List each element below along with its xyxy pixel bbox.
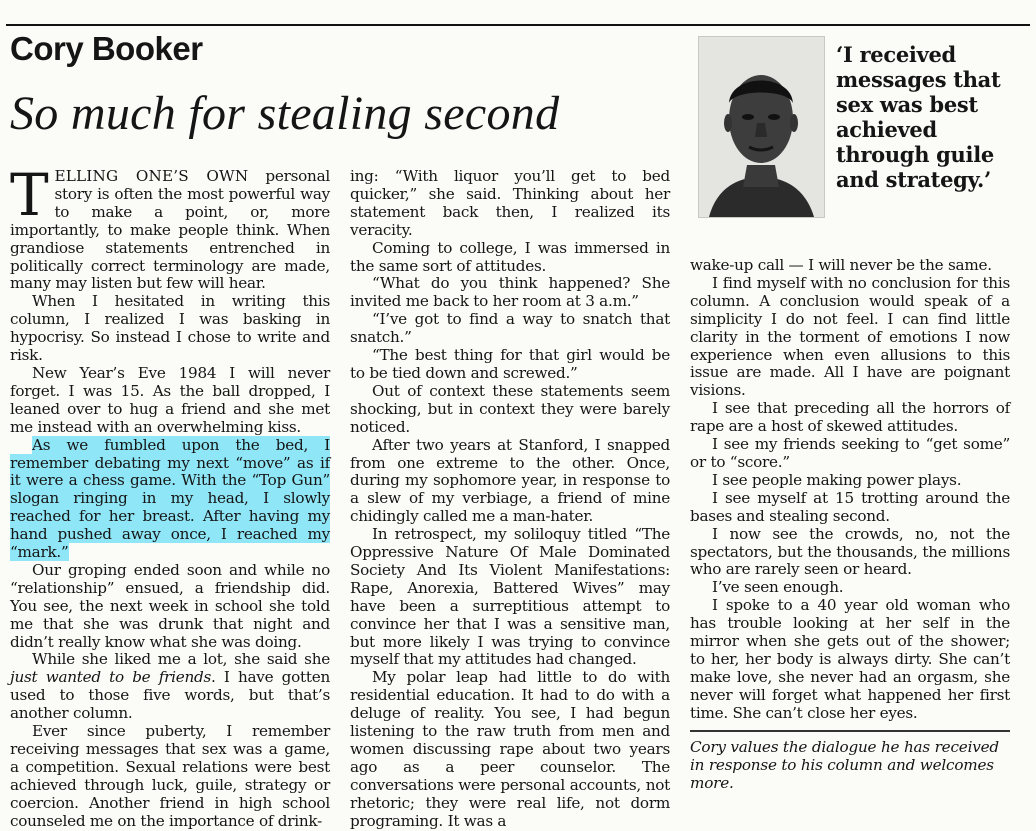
paragraph: I spoke to a 40 year old woman who has trouble looking at her self in the mirror when she gets out of the shower; to her, her body is always dirty. She can’t make love, she never had an orgasm, she never will forget what happened her first time. She can’t close her eyes.: [690, 596, 1010, 722]
paragraph: In retrospect, my soliloquy titled “The Oppressive Nature Of Male Dominated Society And Its Violent Manifestations: Rape, Anorexia, Battered Wives” may have been a surreptitious attempt to convince her that I was a sensitive man, but more likely I was trying to convince myself that my attitudes had changed.: [350, 525, 670, 669]
paragraph: I see my friends seeking to “get some” or to “score.”: [690, 435, 1010, 471]
paragraph: ing: “With liquor you’ll get to bed quicker,” she said. Thinking about her statement back then, I realized its veracity.: [350, 167, 670, 239]
paragraph: After two years at Stanford, I snapped from one extreme to the other. Once, during my sophomore year, in response to a slew of my verbiage, a friend of mine chidingly called me a man-hater.: [350, 435, 670, 526]
article-column-1: [10, 161, 330, 831]
author-tagline: Cory values the dialogue he has received in response to his column and welcomes more.: [690, 738, 999, 792]
paragraph: “What do you think happened? She invited me back to her room at 3 a.m.”: [350, 274, 670, 311]
paragraph-text: personal story is often the most powerful way to make a point, or, more importantly, to make people think. When grandiose statements entrenched in politically correct terminology are made, many may listen but few will hear.: [10, 167, 330, 293]
paragraph: wake-up call — I will never be the same.: [690, 256, 992, 274]
article-column-2: [350, 168, 670, 831]
paragraph: Out of context these statements seem shocking, but in context they were barely noticed.: [350, 381, 670, 436]
tagline-rule: [690, 730, 1010, 732]
lead-in: ELLING ONE’S OWN: [54, 167, 249, 185]
paragraph: My polar leap had little to do with residential education. It had to do with a deluge of reality. You see, I had begun listening to the raw truth from men and women discussing rape about two years ago as a peer counselor. The conversations were personal accounts, not rhetoric; they were real life, not dorm programing. It was a: [350, 668, 670, 830]
author-photo: [698, 36, 825, 218]
paragraph: I’ve seen enough.: [712, 578, 844, 597]
paragraph: New Year’s Eve 1984 I will never forget. I was 15. As the ball dropped, I leaned over to hug a friend and she met me instead with an overwhelming kiss.: [10, 363, 330, 436]
paragraph: Ever since puberty, I remember receiving messages that sex was a game, a competition. Sexual relations were best achieved through luck, guile, strategy or coercion. Another friend in high school counseled me on the importance of drink-: [10, 722, 330, 830]
paragraph-text: While she liked me a lot, she said she: [32, 650, 330, 669]
highlighted-text: As we fumbled upon the bed, I remember debating my next “move” as if it were a chess game. With the “Top Gun” slogan ringing in my head, I slowly reached for her breast. After having my hand pushed away once, I reached my “mark.”: [10, 435, 330, 562]
pull-quote: ‘I received messages that sex was best achieved through guile and strategy.’: [836, 42, 1001, 192]
top-rule: [6, 24, 1030, 26]
paragraph: [10, 651, 330, 723]
paragraph: When I hesitated in writing this column, I realized I was basking in hypocrisy. So instead I chose to write and risk.: [10, 292, 330, 365]
paragraph-text: . I have gotten used to those five words, but that’s another column.: [10, 668, 330, 723]
paragraph: I see myself at 15 trotting around the bases and stealing second.: [690, 488, 1010, 525]
paragraph: I see people making power plays.: [712, 470, 962, 489]
headline: So much for stealing second: [10, 87, 560, 140]
paragraph: “The best thing for that girl would be to be tied down and screwed.”: [350, 346, 670, 382]
highlighted-paragraph: [10, 437, 330, 562]
author-name: Cory Booker: [10, 30, 203, 67]
article-column-3: [690, 257, 1010, 723]
portrait-image: [699, 37, 824, 217]
paragraph: I see that preceding all the horrors of rape are a host of skewed attitudes.: [690, 399, 1010, 436]
paragraph: Coming to college, I was immersed in the same sort of attitudes.: [350, 238, 670, 275]
emphasis-text: just wanted to be friends: [10, 668, 211, 687]
paragraph: I find myself with no conclusion for this column. A conclusion would speak of a simplicity I do not feel. I can find little clarity in the torment of emotions I now experience when even allusions to this issue are made. All I have are poignant visions.: [690, 273, 1010, 400]
paragraph: [10, 161, 330, 293]
drop-cap: T: [10, 161, 49, 229]
paragraph: I now see the crowds, no, not the spectators, but the thousands, the millions who are rarely seen or heard.: [690, 524, 1010, 579]
paragraph: Our groping ended soon and while no “relationship” ensued, a friendship did. You see, the next week in school she told me that she was drunk that night and didn’t really know what she was doing.: [10, 560, 330, 651]
paragraph: “I’ve got to find a way to snatch that snatch.”: [350, 310, 670, 347]
